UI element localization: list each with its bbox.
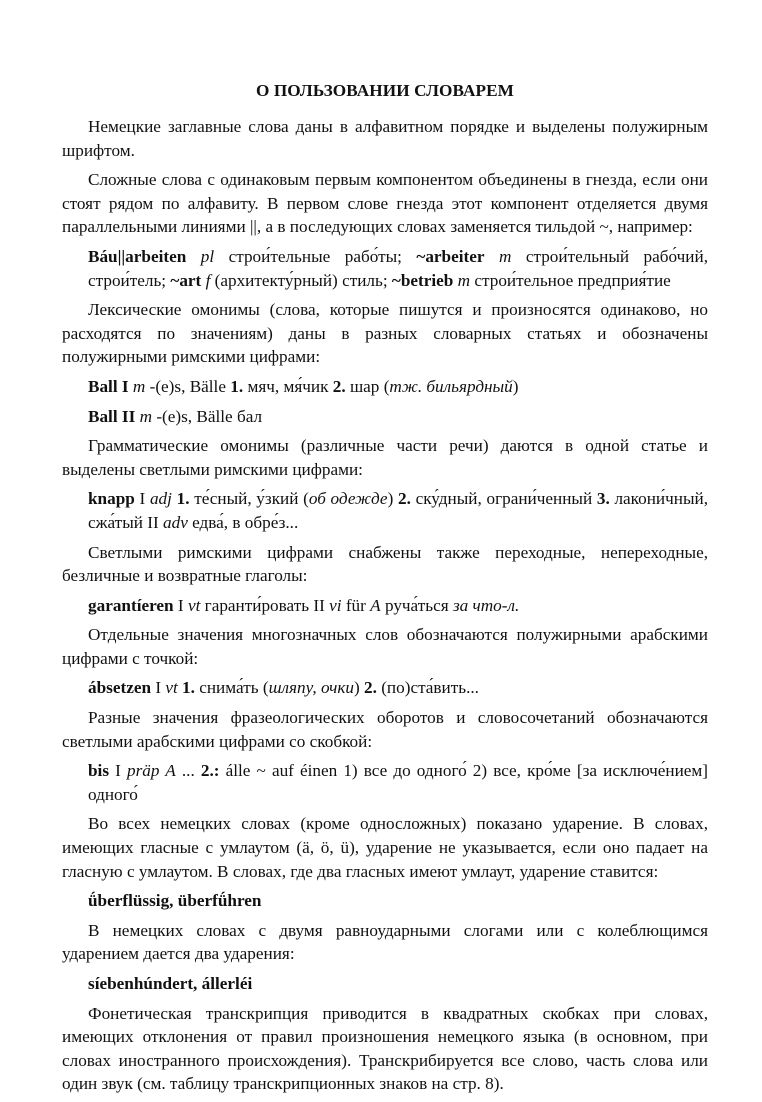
grammar-label: A	[370, 595, 381, 615]
grammar-label: m	[498, 246, 512, 266]
paragraph-lexical-homonyms: Лексические омонимы (слова, которые пишутся и произносятся одинаково, но расходятся по значениям) даны в разных словарных статьях и обозначены полужирными римскими цифрами:	[62, 300, 708, 367]
usage-note: шляпу, очки	[268, 678, 354, 698]
sense-number: 2.	[364, 678, 377, 698]
page-title: О ПОЛЬЗОВАНИИ СЛОВАРЕМ	[255, 81, 515, 100]
dictionary-usage-page	[62, 76, 708, 1102]
paragraph-transcription: Фонетическая транскрипция приводится в квадратных скобках при словах, имеющих отклонения от правил произношения немецкого языка (в основном, при словах иностранного происхождения). Транскрибируется все слово, часть слова или один звук (см. таблицу транскрипционных знаков на стр. 8).	[62, 1003, 708, 1094]
entry-text: I	[109, 761, 127, 781]
example-knapp	[62, 487, 708, 534]
example-ball-2	[62, 405, 708, 429]
grammar-label: pl	[200, 246, 215, 266]
sense-number: 1.	[171, 489, 190, 509]
translation: строи́тельный рабо́чий, строи́тель;	[88, 246, 708, 290]
headword: Báu||arbeiten	[88, 246, 187, 266]
grammar-label: vt	[187, 595, 201, 615]
grammar-label: m	[132, 376, 146, 396]
usage-note: об одежде	[308, 489, 388, 509]
paragraph-grammatical-homonyms: Грамматические омонимы (различные части речи) даются в одной статье и выделены светлыми римскими цифрами:	[62, 436, 708, 479]
example-double-stress	[62, 972, 708, 996]
headword: ǘberflüssig, überfǘhren	[88, 891, 262, 911]
entry-text: )	[512, 376, 519, 396]
grammar-label: m	[139, 406, 153, 426]
grammar-label: m	[457, 270, 471, 290]
entry-text: I	[173, 595, 188, 615]
entry-text: лакони́чный, сжа́тый II	[88, 489, 708, 532]
headword: ~betrieb	[391, 270, 454, 290]
sense-number: 2.:	[200, 761, 220, 781]
paragraph-headwords: Немецкие заглавные слова даны в алфавитном порядке и выделены полужирным шрифтом.	[62, 117, 708, 160]
entry-text: álle ~ auf éinen 1) все до одного́ 2) все, кро́ме [за исключе́нием] одного́	[88, 761, 708, 804]
headword: garantíeren	[88, 595, 174, 615]
entry-text: гаранти́ровать II	[200, 595, 330, 615]
sense-number: 1.	[177, 678, 195, 698]
entry-text: снима́ть (	[194, 678, 269, 698]
entry-text: I	[151, 678, 166, 698]
entry-text: руча́ться	[380, 595, 453, 615]
translation: (архитекту́рный) стиль;	[210, 270, 392, 290]
entry-text: I	[134, 489, 150, 509]
grammar-label: vt	[165, 678, 178, 698]
headword: ábsetzen	[88, 678, 152, 698]
paragraph-stress: Во всех немецких словах (кроме односложных) показано ударение. В словах, имеющих гласные с умлаутом (ä, ö, ü), ударение не указывается, если оно падает на гласную с умлаутом. В словах, где два гласных имеют умлаут, ударение ставится:	[62, 814, 708, 881]
sense-number: 1.	[230, 376, 244, 396]
entry-text: für	[341, 595, 371, 615]
example-compound-nest	[62, 245, 708, 292]
grammar-label: adv	[163, 512, 188, 532]
entry-text: -(e)s, Bälle бал	[152, 406, 263, 426]
entry-text: те́сный, у́зкий (	[189, 489, 309, 509]
entry-text: -(e)s, Bälle	[145, 376, 231, 396]
entry-text: ску́дный, ограни́ченный	[410, 489, 597, 509]
entry-text: (по)ста́вить...	[376, 678, 479, 698]
grammar-label: adj	[149, 489, 172, 509]
paragraph-verbs: Светлыми римскими цифрами снабжены также переходные, непереходные, безличные и возвратные глаголы:	[62, 542, 708, 586]
example-garantieren	[62, 594, 708, 618]
headword: Ball II	[88, 406, 136, 426]
example-umlaut-stress	[62, 889, 708, 913]
grammar-label: vi	[329, 595, 342, 615]
entry-text: шар (	[345, 376, 390, 396]
entry-text: мяч, мя́чик	[243, 376, 333, 396]
sense-number: 2.	[397, 489, 411, 509]
headword: bis	[88, 761, 110, 781]
entry-text: )	[387, 489, 398, 509]
grammar-label: präp A	[126, 761, 176, 781]
translation: строи́тельное предприя́тие	[470, 270, 671, 290]
paragraph-double-stress: В немецких словах с двумя равноударными слогами или с колеблющимся ударением дается два ударения:	[62, 920, 708, 964]
paragraph-compound-words: Сложные слова с одинаковым первым компонентом объединены в гнезда, если они стоят рядом по алфавиту. В первом слове гнезда этот компонент отделяется двумя параллельными линиями ||, а в последующих словах заменяется тильдой ~, например:	[62, 170, 708, 237]
headword: knapp	[88, 489, 135, 509]
headword: Ball I	[88, 376, 129, 396]
headword: síebenhúndert, állerléi	[88, 974, 253, 993]
entry-text: )	[353, 678, 365, 698]
grammar-label: f	[205, 270, 211, 290]
example-bis	[62, 759, 708, 806]
entry-text: ...	[175, 761, 201, 781]
headword: ~art	[170, 270, 202, 290]
usage-note: тж. бильярдный	[389, 376, 513, 396]
usage-note: за что-л.	[452, 595, 520, 615]
headword: ~arbeiter	[416, 246, 485, 266]
example-ball-1	[62, 375, 708, 399]
sense-number: 2.	[332, 376, 346, 396]
sense-number: 3.	[596, 489, 610, 509]
paragraph-polysemy: Отдельные значения многозначных слов обозначаются полужирными арабскими цифрами с точкой:	[62, 625, 708, 668]
entry-text: едва́, в обре́з...	[187, 512, 299, 532]
paragraph-phraseology: Разные значения фразеологических оборотов и словосочетаний обозначаются светлыми арабскими цифрами со скобкой:	[62, 708, 708, 751]
example-absetzen	[62, 676, 708, 700]
translation: строи́тельные рабо́ты;	[214, 246, 417, 266]
